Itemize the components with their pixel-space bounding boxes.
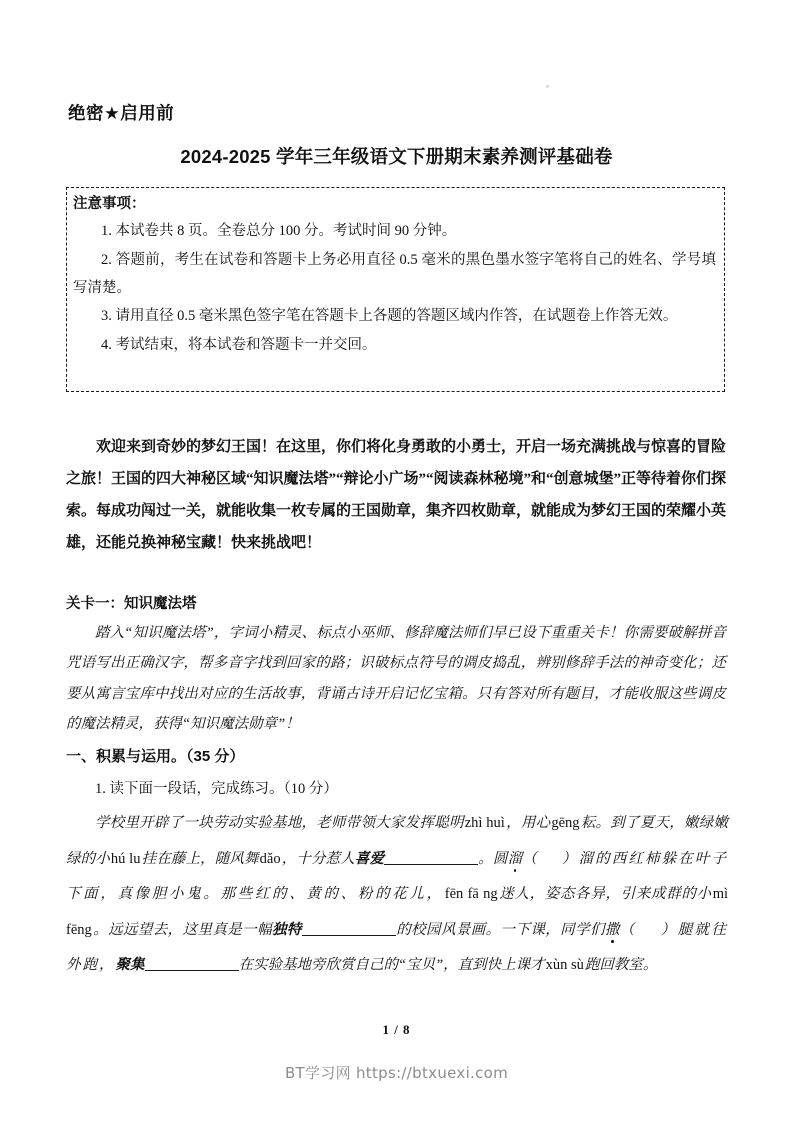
secret-marker: 绝密★启用前	[68, 103, 175, 123]
paren-text-close-2: ）腿就往外跑，	[66, 921, 729, 974]
passage-text: 挂在藤上，随风舞	[141, 850, 259, 867]
pinyin-geng: gēng	[551, 815, 580, 831]
passage-text: 。远远望去，这里真是一幅	[92, 921, 273, 938]
passage-text: 跑回教室。	[584, 957, 658, 974]
pinyin-answer-blank-1[interactable]	[539, 851, 562, 867]
notice-item-1: 1. 本试卷共 8 页。全卷总分 100 分。考试时间 90 分钟。	[101, 223, 457, 240]
keyword-juji: 聚集	[115, 957, 145, 974]
answer-blank-2[interactable]	[302, 935, 396, 936]
pinyin-dao: dǎo	[259, 850, 281, 867]
answer-blank-3[interactable]	[145, 970, 239, 971]
passage-text: 学校里开辟了一块劳动实验基地，老师带领大家发挥聪明	[95, 815, 464, 831]
keyword-dute: 独特	[272, 921, 302, 938]
pinyin-zhihui: zhì huì	[464, 815, 505, 831]
question-1-prompt: 1. 读下面一段话，完成练习。（10 分）	[95, 781, 338, 797]
page-title: 2024-2025 学年三年级语文下册期末素养测评基础卷	[180, 146, 613, 167]
question-1-passage	[66, 806, 728, 984]
notice-heading: 注意事项：	[73, 196, 146, 212]
level-one-heading: 关卡一：知识魔法塔	[66, 596, 197, 612]
paren-text-open: （	[522, 850, 539, 867]
dotted-char-sa: 撒	[604, 921, 620, 938]
level-one-paragraph: 踏入“知识魔法塔”，字词小精灵、标点小巫师、修辞魔法师们早已设下重重关卡！你需要破解拼音咒语写出正确汉字，帮多音字找到回家的路；识破标点符号的调皮捣乱，辨别修辞手法的神奇变化；还要从寓言宝库中找出对应的生活故事，背诵古诗开启记忆宝箱。只有答对所有题目，才能收服这些调皮的魔法精灵，获得“知识魔法勋章”！	[66, 625, 726, 733]
passage-text: 迷人，姿态各异，引来成群的小	[498, 886, 712, 903]
passage-text: 耘。到了夏天，嫩绿嫩绿的小	[66, 815, 729, 867]
pinyin-hulu: hú lu	[110, 850, 141, 867]
paren-text-close: ）溜的西红柿躲在叶子下面，真像胆小鬼。那些红的、黄的、粉的花儿，	[66, 850, 729, 903]
passage-text: ，十分惹人	[281, 850, 355, 867]
pinyin-fenfang: fēn fā ng	[444, 886, 498, 903]
page-number: 1 / 8	[382, 1022, 411, 1037]
pinyin-xunsu: xùn sù	[545, 957, 584, 974]
intro-paragraph: 欢迎来到奇妙的梦幻王国！在这里，你们将化身勇敢的小勇士，开启一场充满挑战与惊喜的冒险之旅！王国的四大神秘区域“知识魔法塔”“辩论小广场”“阅读森林秘境”和“创意城堡”正等待着你们探索。每成功闯过一关，就能收集一枚专属的王国勋章，集齐四枚勋章，就能成为梦幻王国的荣耀小英雄，还能兑换神秘宝藏！快来挑战吧！	[66, 439, 727, 551]
notice-item-4: 4. 考试结束，将本试卷和答题卡一并交回。	[101, 336, 377, 353]
section-one-heading: 一、积累与运用。（35 分）	[66, 748, 245, 765]
passage-text: 在实验基地旁欣赏自己的“宝贝”，直到快上课才	[238, 957, 545, 974]
keyword-xiai: 喜爱	[354, 850, 385, 867]
paren-text-open-2: （	[619, 921, 637, 938]
dotted-char-liu: 溜	[507, 850, 523, 867]
notice-item-2: 2. 答题前，考生在试卷和答题卡上务必用直径 0.5 毫米的黑色墨水签字笔将自己的姓名、学号填写清楚。	[73, 251, 716, 296]
notice-box	[66, 187, 725, 392]
passage-text: ，用心	[505, 815, 551, 831]
passage-text: 。圆	[478, 850, 508, 867]
passage-text: 的校园风景画。一下课，同学们	[395, 921, 605, 938]
pinyin-answer-blank-2[interactable]	[637, 922, 661, 938]
answer-blank-1[interactable]	[384, 864, 478, 865]
scan-speck	[546, 85, 549, 88]
site-watermark: BT学习网 https://btxuexi.com	[284, 1064, 509, 1082]
notice-item-3: 3. 请用直径 0.5 毫米黑色签字笔在答题卡上各题的答题区域内作答，在试题卷上作答无效。	[101, 308, 678, 325]
pinyin-mifeng: mì fēng	[66, 886, 729, 938]
